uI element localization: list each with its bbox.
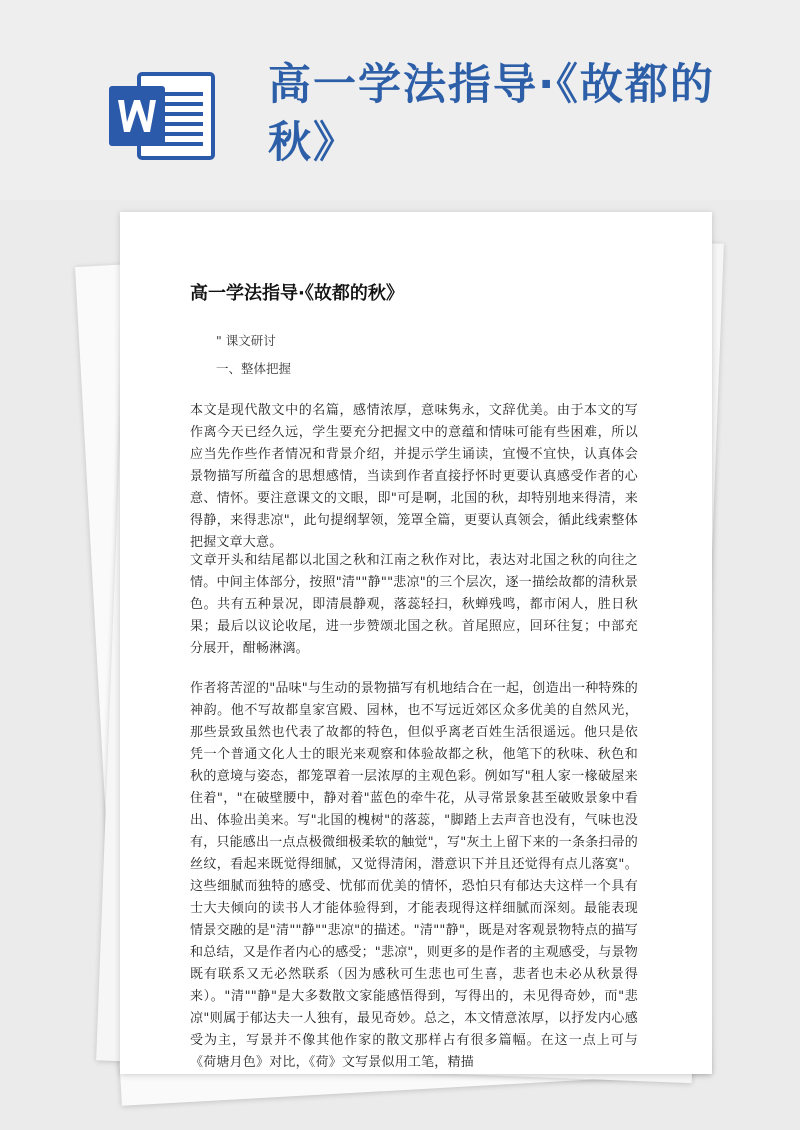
paragraph-3: 作者将苦涩的"品味"与生动的景物描写有机地结合在一起，创造出一种特殊的神韵。他不写故都皇家宫殿、园林，也不写远近郊区众多优美的自然风光，那些景致虽然也代表了故都的特色，但似乎离老百姓生活很遥远。他只是依凭一个普通文化人士的眼光来观察和体验故都之秋，他笔下的秋味、秋色和秋的意境与姿态，都笼罩着一层浓厚的主观色彩。例如写"租人家一椽破屋来住着"，"在破壁腰中，静对着"蓝色的牵牛花，从寻常景象甚至破败景象中看出、体验出美来。写"北国的槐树"的落蕊，"脚踏上去声音也没有，气味也没有，只能感出一点点极微细极柔软的触觉"，写"灰土上留下来的一条条扫帚的丝纹，看起来既觉得细腻，又觉得清闲，潜意识下并且还觉得有点儿落寞"。这些细腻而独特的感受、忧郁而优美的情怀，恐怕只有郁达夫这样一个具有士大夫倾向的读书人才能体验得到，才能表现得这样细腻而深刻。最能表现情景交融的是"清""静""悲凉"的描述。"清""静"，既是对客观景物特点的描写和总结，又是作者内心的感受；"悲凉"，则更多的是作者的主观感受，与景物既有联系又无必然联系（因为感秋可生悲也可生喜，悲者也未必从秋景得来）。"清""静"是大多数散文家能感悟得到，写得出的，未见得奇妙，而"悲凉"则属于郁达夫一人独有，最见奇妙。总之，本文情意浓厚，以抒发内心感受为主，写景并不像其他作家的散文那样占有很多篇幅。在这一点上可与《荷塘月色》对比，《荷》文写景似用工笔，精描 [190, 681, 638, 1070]
section-label: " 课文研讨 [216, 333, 276, 348]
document-title: 高一学法指导·《故都的秋》 [190, 283, 404, 304]
page-title: 高一学法指导·《故都的秋》 [268, 60, 715, 168]
subsection-label: 一、整体把握 [216, 361, 292, 376]
paragraph-1: 本文是现代散文中的名篇，感情浓厚，意味隽永，文辞优美。由于本文的写作离今天已经久远，学生要充分把握文中的意蕴和情味可能有些困难，所以应当先作些作者情况和背景介绍，并提示学生诵读，宜慢不宜快，认真体会景物描写所蕴含的思想感情，当读到作者直接抒怀时更要认真感受作者的心意、情怀。要注意课文的文眼，即"可是啊，北国的秋，却特别地来得清，来得静，来得悲凉"，此句提纲挈领，笼罩全篇，更要认真领会，循此线索整体把握文章大意。 [190, 403, 638, 550]
paragraph-2: 文章开头和结尾都以北国之秋和江南之秋作对比，表达对北国之秋的向往之情。中间主体部分，按照"清""静""悲凉"的三个层次，逐一描绘故都的清秋景色。共有五种景况，即清晨静观，落蕊轻扫，秋蝉残鸣，都市闲人，胜日秋果；最后以议论收尾，进一步赞颂北国之秋。首尾照应，回环往复；中部充分展开，酣畅淋漓。 [190, 553, 638, 656]
